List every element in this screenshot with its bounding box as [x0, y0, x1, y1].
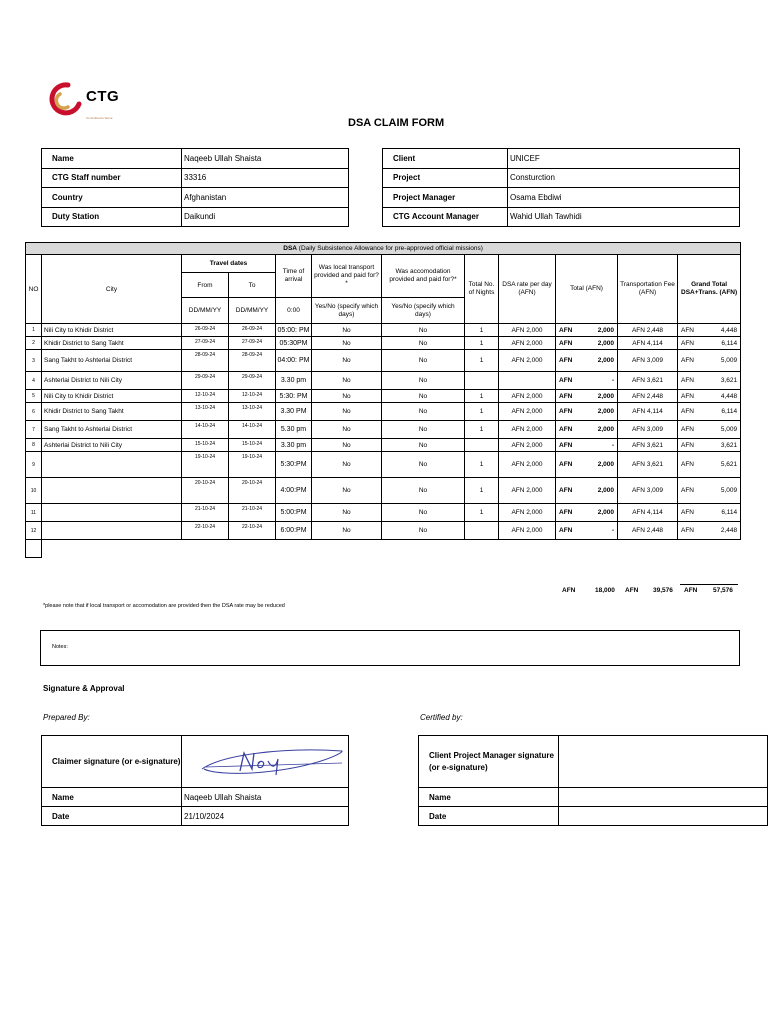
row-grand-currency: AFN: [681, 377, 694, 384]
project-info-table: [382, 148, 740, 227]
row-city: Nili City to Khidir District: [42, 390, 182, 403]
row-city: Ashterlai District to Nili City: [42, 372, 182, 390]
row-city: Sang Takht to Ashterlai District: [42, 350, 182, 372]
client-date-field[interactable]: [559, 807, 768, 826]
info-value: Wahid Ullah Tawhidi: [508, 207, 740, 227]
row-total-value: 2,000: [597, 509, 614, 516]
row-dsa-rate: AFN 2,000: [499, 452, 556, 478]
row-dsa-rate: AFN 2,000: [499, 478, 556, 504]
dsa-row: [26, 478, 741, 504]
row-grand-value: 5,009: [720, 426, 738, 433]
row-accommodation: No: [382, 403, 465, 421]
header-to: To: [229, 273, 276, 298]
claimer-date-label: Date: [42, 807, 182, 826]
claimer-date-value: 21/10/2024: [182, 807, 349, 826]
row-arrival-time: 3.30 PM: [276, 403, 312, 421]
row-grand-total: [678, 421, 741, 439]
info-label: Duty Station: [42, 207, 182, 227]
row-local-transport: No: [312, 421, 382, 439]
project-row-project: [383, 168, 740, 188]
row-nights: 1: [465, 504, 499, 522]
row-local-transport: No: [312, 403, 382, 421]
row-city: Sang Takht to Ashterlai District: [42, 421, 182, 439]
row-accommodation: No: [382, 452, 465, 478]
dsa-table-title: [26, 243, 741, 255]
row-grand-value: 4,448: [720, 392, 738, 400]
row-grand-total: [678, 350, 741, 372]
row-dsa-rate: AFN 2,000: [499, 324, 556, 337]
header-total: Total (AFN): [556, 255, 618, 324]
row-to-date: 12-10-24: [229, 390, 276, 403]
row-total-currency: AFN: [559, 527, 573, 534]
claimer-signature-field[interactable]: [182, 736, 349, 788]
row-no: 7: [26, 421, 42, 439]
row-no: 8: [26, 439, 42, 452]
row-city: [42, 452, 182, 478]
row-grand-currency: AFN: [681, 441, 694, 449]
row-nights: 1: [465, 421, 499, 439]
header-grand-total: Grand Total DSA+Trans. (AFN): [678, 255, 741, 324]
project-row-account-manager: [383, 207, 740, 227]
row-grand-total: [678, 337, 741, 350]
signature-section-title: Signature & Approval: [43, 684, 125, 693]
row-local-transport: No: [312, 452, 382, 478]
row-total: [556, 452, 618, 478]
header-no: NO: [26, 255, 42, 324]
row-total-currency: AFN: [559, 339, 573, 347]
row-nights: 1: [465, 403, 499, 421]
subheader-arrival: 0:00: [276, 298, 312, 324]
row-total: [556, 390, 618, 403]
client-signature-label: Client Project Manager signature (or e-signature): [419, 736, 559, 788]
staff-row-duty-station: [42, 207, 349, 227]
row-grand-value: 5,621: [720, 461, 738, 468]
row-grand-currency: AFN: [681, 509, 694, 516]
row-arrival-time: 3.30 pm: [276, 439, 312, 452]
row-total-currency: AFN: [559, 377, 573, 384]
row-local-transport: No: [312, 372, 382, 390]
row-accommodation: No: [382, 522, 465, 540]
row-total-value: 2,000: [597, 461, 614, 468]
row-total-currency: AFN: [559, 326, 573, 334]
row-no: 6: [26, 403, 42, 421]
row-grand-total: [678, 522, 741, 540]
info-label: CTG Staff number: [42, 168, 182, 188]
row-arrival-time: 6:00:PM: [276, 522, 312, 540]
row-total: [556, 350, 618, 372]
row-accommodation: No: [382, 337, 465, 350]
row-to-date: 28-09-24: [229, 350, 276, 372]
header-rate: DSA rate per day (AFN): [499, 255, 556, 324]
row-to-date: 20-10-24: [229, 478, 276, 504]
row-nights: 1: [465, 478, 499, 504]
total-afn-value: 18,000: [595, 587, 615, 594]
row-dsa-rate: AFN 2,000: [499, 504, 556, 522]
client-signature-table: [418, 735, 768, 826]
info-value: Afghanistan: [182, 188, 349, 208]
total-grand-value: 57,576: [713, 587, 733, 594]
row-no: 12: [26, 522, 42, 540]
row-to-date: 14-10-24: [229, 421, 276, 439]
row-total: [556, 372, 618, 390]
header-from: From: [182, 273, 229, 298]
row-transport-fee: AFN 2,448: [618, 522, 678, 540]
row-grand-currency: AFN: [681, 339, 694, 347]
dsa-title-rest: (Daily Subsistence Allowance for pre-approved official missions): [296, 245, 483, 252]
row-city: [42, 478, 182, 504]
info-value: Daikundi: [182, 207, 349, 227]
row-dsa-rate: AFN 2,000: [499, 439, 556, 452]
row-total-currency: AFN: [559, 426, 573, 433]
row-arrival-time: 5:30: PM: [276, 390, 312, 403]
row-arrival-time: 04:00: PM: [276, 350, 312, 372]
row-grand-total: [678, 403, 741, 421]
row-to-date: 22-10-24: [229, 522, 276, 540]
row-arrival-time: 5.30 pm: [276, 421, 312, 439]
row-local-transport: No: [312, 522, 382, 540]
row-city: [42, 522, 182, 540]
row-nights: 1: [465, 324, 499, 337]
row-accommodation: No: [382, 324, 465, 337]
row-total-currency: AFN: [559, 392, 573, 400]
row-grand-value: 3,621: [720, 377, 738, 384]
info-label: CTG Account Manager: [383, 207, 508, 227]
form-title: DSA CLAIM FORM: [348, 117, 445, 129]
subheader-local-transport: Yes/No (specify which days): [312, 298, 382, 324]
row-city: Nili City to Khidir District: [42, 324, 182, 337]
info-label: Project: [383, 168, 508, 188]
row-total-currency: AFN: [559, 441, 573, 449]
row-transport-fee: AFN 4,114: [618, 403, 678, 421]
row-arrival-time: 5:00:PM: [276, 504, 312, 522]
row-grand-currency: AFN: [681, 326, 694, 334]
staff-row-country: [42, 188, 349, 208]
dsa-row: [26, 324, 741, 337]
row-city: Ashterlai District to Nili City: [42, 439, 182, 452]
row-total-value: -: [611, 377, 614, 384]
logo-tagline: Committed to Serve: [86, 116, 113, 120]
info-value: Osama Ebdiwi: [508, 188, 740, 208]
row-total: [556, 337, 618, 350]
row-arrival-time: 4:00:PM: [276, 478, 312, 504]
row-accommodation: No: [382, 350, 465, 372]
staff-info-table: [41, 148, 349, 227]
row-from-date: 12-10-24: [182, 390, 229, 403]
claimer-signature-table: [41, 735, 349, 826]
claimer-name-label: Name: [42, 788, 182, 807]
row-total: [556, 421, 618, 439]
row-total-value: 2,000: [597, 392, 614, 400]
row-grand-total: [678, 390, 741, 403]
row-nights: 1: [465, 390, 499, 403]
row-total-value: -: [611, 527, 614, 534]
row-transport-fee: AFN 3,009: [618, 478, 678, 504]
row-total-currency: AFN: [559, 461, 573, 468]
notes-box[interactable]: [40, 630, 740, 666]
row-accommodation: No: [382, 390, 465, 403]
info-value: 33316: [182, 168, 349, 188]
dsa-title-bold: DSA: [283, 245, 297, 252]
row-grand-value: 6,114: [721, 408, 738, 415]
project-row-client: [383, 149, 740, 169]
row-total: [556, 504, 618, 522]
row-to-date: 27-09-24: [229, 337, 276, 350]
row-total-value: 2,000: [597, 487, 614, 494]
row-total-value: 2,000: [597, 339, 614, 347]
info-label: Project Manager: [383, 188, 508, 208]
row-dsa-rate: AFN 2,000: [499, 350, 556, 372]
client-name-field[interactable]: [559, 788, 768, 807]
row-no: 4: [26, 372, 42, 390]
row-no: 2: [26, 337, 42, 350]
row-from-date: 13-10-24: [182, 403, 229, 421]
row-total-value: 2,000: [597, 357, 614, 364]
row-arrival-time: 05:30PM: [276, 337, 312, 350]
row-transport-fee: AFN 3,621: [618, 439, 678, 452]
row-local-transport: No: [312, 324, 382, 337]
header-nights: Total No. of Nights: [465, 255, 499, 324]
row-from-date: 26-09-24: [182, 324, 229, 337]
row-grand-currency: AFN: [681, 487, 694, 494]
dsa-note: *please note that if local transport or accomodation are provided then the DSA rate may be reduced: [43, 603, 285, 609]
row-transport-fee: AFN 4,114: [618, 337, 678, 350]
handwritten-signature-icon: [192, 739, 349, 783]
row-grand-currency: AFN: [681, 461, 694, 468]
row-grand-currency: AFN: [681, 357, 694, 364]
row-grand-total: [678, 478, 741, 504]
row-local-transport: No: [312, 439, 382, 452]
header-travel-dates: Travel dates: [182, 255, 276, 273]
row-transport-fee: AFN 3,009: [618, 350, 678, 372]
client-date-label: Date: [419, 807, 559, 826]
dsa-row: [26, 403, 741, 421]
row-dsa-rate: AFN 2,000: [499, 522, 556, 540]
client-signature-field[interactable]: [559, 736, 768, 788]
row-grand-total: [678, 439, 741, 452]
row-local-transport: No: [312, 478, 382, 504]
project-row-manager: [383, 188, 740, 208]
row-transport-fee: AFN 3,621: [618, 452, 678, 478]
dsa-row: [26, 452, 741, 478]
client-name-label: Name: [419, 788, 559, 807]
row-to-date: 13-10-24: [229, 403, 276, 421]
info-value: Consturction: [508, 168, 740, 188]
row-dsa-rate: AFN 2,000: [499, 337, 556, 350]
row-dsa-rate: AFN 2,000: [499, 421, 556, 439]
row-dsa-rate: AFN 2,000: [499, 390, 556, 403]
row-grand-currency: AFN: [681, 527, 694, 534]
row-nights: 1: [465, 452, 499, 478]
total-afn-cur: AFN: [562, 587, 576, 594]
row-total: [556, 324, 618, 337]
row-from-date: 20-10-24: [182, 478, 229, 504]
dsa-row: [26, 439, 741, 452]
header-city: City: [42, 255, 182, 324]
total-grand-cur: AFN: [684, 587, 698, 594]
row-city: Khidir District to Sang Takht: [42, 337, 182, 350]
row-transport-fee: AFN 3,009: [618, 421, 678, 439]
row-arrival-time: 3.30 pm: [276, 372, 312, 390]
row-grand-currency: AFN: [681, 392, 694, 400]
row-dsa-rate: [499, 372, 556, 390]
row-local-transport: No: [312, 390, 382, 403]
row-grand-total: [678, 504, 741, 522]
header-arrival: Time of arrival: [276, 255, 312, 298]
row-grand-currency: AFN: [681, 426, 694, 433]
row-grand-value: 6,114: [721, 339, 738, 347]
row-to-date: 19-10-24: [229, 452, 276, 478]
row-total-value: 2,000: [597, 408, 614, 415]
row-total-currency: AFN: [559, 408, 573, 415]
row-nights: 1: [465, 337, 499, 350]
row-accommodation: No: [382, 439, 465, 452]
row-total-currency: AFN: [559, 509, 573, 516]
total-fee-value: 39,576: [653, 587, 673, 594]
row-grand-total: [678, 372, 741, 390]
row-nights: [465, 522, 499, 540]
row-grand-value: 5,009: [720, 357, 738, 364]
row-city: [42, 504, 182, 522]
info-value: Naqeeb Ullah Shaista: [182, 149, 349, 169]
certified-by-label: Certified by:: [420, 713, 463, 722]
header-accommodation: Was accomodation provided and paid for?*: [382, 255, 465, 298]
row-transport-fee: AFN 4,114: [618, 504, 678, 522]
subheader-to: DD/MM/YY: [229, 298, 276, 324]
row-city: Khidir District to Sang Takht: [42, 403, 182, 421]
row-grand-value: 6,114: [721, 509, 738, 516]
info-label: Country: [42, 188, 182, 208]
subheader-from: DD/MM/YY: [182, 298, 229, 324]
row-grand-total: [678, 324, 741, 337]
header-transport-fee: Transportation Fee (AFN): [618, 255, 678, 324]
row-accommodation: No: [382, 372, 465, 390]
dsa-row: [26, 337, 741, 350]
row-dsa-rate: AFN 2,000: [499, 403, 556, 421]
row-to-date: 26-09-24: [229, 324, 276, 337]
row-accommodation: No: [382, 421, 465, 439]
staff-row-name: [42, 149, 349, 169]
row-no: 5: [26, 390, 42, 403]
row-total-value: 2,000: [597, 426, 614, 433]
row-from-date: 15-10-24: [182, 439, 229, 452]
dsa-row: [26, 504, 741, 522]
subheader-accommodation: Yes/No (specify which days): [382, 298, 465, 324]
row-from-date: 28-09-24: [182, 350, 229, 372]
row-from-date: 27-09-24: [182, 337, 229, 350]
row-arrival-time: 5:30:PM: [276, 452, 312, 478]
row-no: 1: [26, 324, 42, 337]
grand-total-line: [680, 584, 738, 585]
row-no: 11: [26, 504, 42, 522]
row-transport-fee: AFN 2,448: [618, 390, 678, 403]
row-transport-fee: AFN 3,621: [618, 372, 678, 390]
row-transport-fee: AFN 2,448: [618, 324, 678, 337]
row-from-date: 21-10-24: [182, 504, 229, 522]
row-total-value: -: [611, 441, 614, 449]
row-nights: [465, 439, 499, 452]
row-total-currency: AFN: [559, 487, 573, 494]
prepared-by-label: Prepared By:: [43, 713, 90, 722]
dsa-row: [26, 421, 741, 439]
dsa-row: [26, 350, 741, 372]
claimer-name-value: Naqeeb Ullah Shaista: [182, 788, 349, 807]
row-accommodation: No: [382, 504, 465, 522]
dsa-row: [26, 522, 741, 540]
row-grand-value: 3,621: [720, 441, 738, 449]
row-grand-currency: AFN: [681, 408, 694, 415]
row-from-date: 14-10-24: [182, 421, 229, 439]
notes-label: Notes:: [52, 644, 68, 650]
row-nights: 1: [465, 350, 499, 372]
info-label: Client: [383, 149, 508, 169]
row-no: 10: [26, 478, 42, 504]
row-to-date: 29-09-24: [229, 372, 276, 390]
total-fee-cur: AFN: [625, 587, 639, 594]
row-from-date: 22-10-24: [182, 522, 229, 540]
header-local-transport: Was local transport provided and paid for?*: [312, 255, 382, 298]
row-total-value: 2,000: [597, 326, 614, 334]
row-from-date: 29-09-24: [182, 372, 229, 390]
dsa-table: [25, 242, 741, 558]
dsa-row: [26, 390, 741, 403]
row-total: [556, 478, 618, 504]
claimer-signature-label: Claimer signature (or e-signature): [42, 736, 182, 788]
row-accommodation: No: [382, 478, 465, 504]
row-grand-total: [678, 452, 741, 478]
row-grand-value: 5,009: [720, 487, 738, 494]
row-local-transport: No: [312, 350, 382, 372]
info-label: Name: [42, 149, 182, 169]
row-total: [556, 403, 618, 421]
row-arrival-time: 05:00: PM: [276, 324, 312, 337]
row-total-currency: AFN: [559, 357, 573, 364]
logo-text: CTG: [86, 88, 120, 105]
row-grand-value: 2,448: [720, 527, 738, 534]
row-from-date: 19-10-24: [182, 452, 229, 478]
staff-row-number: [42, 168, 349, 188]
row-total: [556, 439, 618, 452]
empty-row: [26, 540, 741, 558]
row-nights: [465, 372, 499, 390]
row-grand-value: 4,448: [720, 326, 738, 334]
row-to-date: 15-10-24: [229, 439, 276, 452]
row-no: 3: [26, 350, 42, 372]
row-total: [556, 522, 618, 540]
row-no: 9: [26, 452, 42, 478]
dsa-row: [26, 372, 741, 390]
info-value: UNICEF: [508, 149, 740, 169]
row-to-date: 21-10-24: [229, 504, 276, 522]
row-local-transport: No: [312, 504, 382, 522]
row-local-transport: No: [312, 337, 382, 350]
